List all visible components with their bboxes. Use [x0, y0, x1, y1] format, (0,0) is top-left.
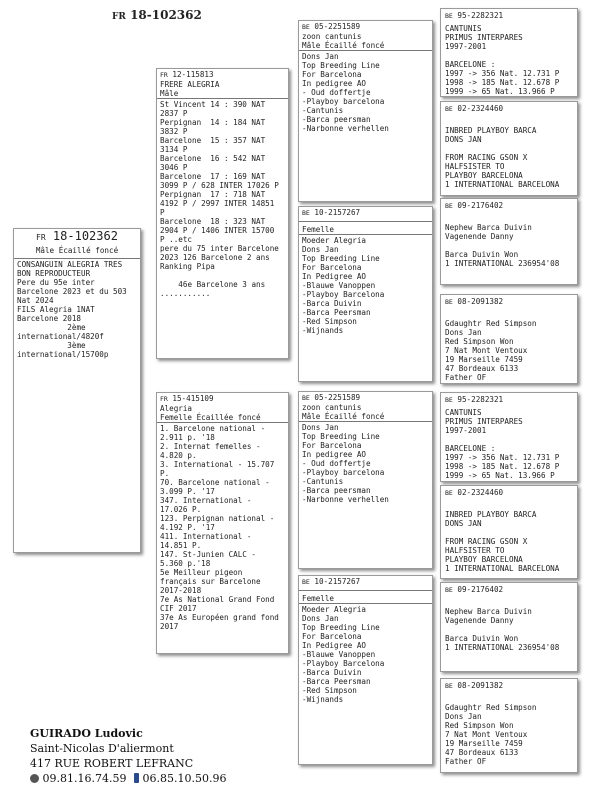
note-line: -Narbonne verhellen — [302, 495, 389, 504]
dam-card: FR 15-415109 Alegria Femelle Écaillée foncé 1. Barcelone national - 2.911 p. '18 2. Internat femelles - 4.820 p. 3. International - 15.707 P. 70. Barcelone national - 3.099 P. '17 347. International - 17.026 P. 123. Perpignan national - 4.192 P. '17 411. International - 14.851 P. 147. St-Junien CALC - 5.360 p.'18 5e Meilleur pigeon français sur Barcelone 2017-2018 7e As National Grand Fond CIF 2017 37e As Européen grand fond 2017 — [156, 392, 289, 654]
note-line: Top Breeding Line — [302, 61, 380, 70]
telephone-icon — [30, 774, 39, 783]
note-line: 14.851 P. — [160, 541, 202, 550]
note-line: -Barca peersman — [302, 115, 371, 124]
note-line: 3. International - 15.707 — [160, 460, 275, 469]
note-line: 147. St-Junien CALC - — [160, 550, 257, 559]
note-line: Gdaughtr Red Simpson — [445, 703, 537, 712]
note-line: Barcelone 2018 — [17, 314, 82, 323]
note-line: 1 INTERNATIONAL 236954'08 — [445, 259, 560, 268]
note-line: 46e Barcelone 3 ans — [160, 280, 266, 289]
title-ring: 18-102362 — [130, 8, 202, 22]
note-line: 3ème — [17, 341, 86, 350]
note-line: DONS JAN — [445, 135, 482, 144]
owner-mobile[interactable]: 06.85.10.50.96 — [142, 772, 227, 785]
note-line — [445, 501, 573, 510]
grandparent-card-4: BE 10-2157267 Femelle Moeder Alegria Dons Jan Top Breeding Line For Barcelona In Pedigree AO -Blauwe Vanoppen -Playboy Barcelona -Barca Duivin -Barca Peersman -Red Simpson -Wijnands — [298, 575, 433, 765]
note-line: Dons Jan — [445, 712, 482, 721]
pedigree-title — [112, 8, 202, 22]
note-line: PLAYBOY BARCELONA — [445, 171, 523, 180]
note-line: -Cantunis — [302, 106, 344, 115]
note-line: Barcelone 16 : 542 NAT — [160, 154, 266, 163]
note-line: -Playboy barcelona — [302, 97, 385, 106]
note-line — [445, 528, 573, 537]
note-line: 70. Barcelone national - — [160, 478, 270, 487]
note-line: -Red Simpson — [302, 686, 357, 695]
note-line: Dons Jan — [302, 52, 339, 61]
note-line: 37e As Européen grand fond — [160, 613, 279, 622]
note-line: Father OF — [445, 757, 487, 766]
note-line: Vagenende Danny — [445, 616, 514, 625]
note-line: Gdaughtr Red Simpson — [445, 319, 537, 328]
note-line: -Wijnands — [302, 326, 344, 335]
sire-card: FR 12-115813 FRERE ALEGRIA Mâle St Vincent 14 : 390 NAT 2837 P Perpignan 14 : 184 NAT 3832 P Barcelone 15 : 357 NAT 3134 P Barcelone 16 : 542 NAT 3046 P Barcelone 17 : 169 NAT 3099 P / 628 INTER 17026 P Perpignan 17 : 718 NAT 4192 P / 2997 INTER 14851 P Barcelone 18 : 323 NAT 2904 P / 1406 INTER 15700 P ..etc pere du 75 inter Barcelone 2023 126 Barcelone 2 ans Ranking Pipa 46e Barcelone 3 ans ........... — [156, 68, 289, 359]
note-line: For Barcelona — [302, 632, 362, 641]
note-line: P ..etc — [160, 235, 193, 244]
note-line — [445, 51, 573, 60]
note-line: For Barcelona — [302, 441, 362, 450]
note-line: 4.820 p. — [160, 451, 197, 460]
great-grandparent-card-1: BE 95-2282321 CANTUNIS PRIMUS INTERPARES 1997-2001 BARCELONE : 1997 -> 356 Nat. 12.731 P 1998 -> 185 Nat. 12.678 P 1999 -> 65 Nat. 13.966 P — [440, 8, 578, 97]
owner-city: Saint-Nicolas D'aliermont — [30, 742, 174, 755]
great-grandparent-card-7: BE 09-2176402 Nephew Barca Duivin Vagenende Danny Barca Duivin Won 1 INTERNATIONAL 236954'08 — [440, 582, 578, 672]
note-line: Vagenende Danny — [445, 232, 514, 241]
note-line — [445, 144, 573, 153]
dam-notes — [157, 423, 288, 632]
owner-info — [30, 726, 226, 786]
note-line: 1997-2001 — [445, 426, 487, 435]
note-line: 7 Nat Mont Ventoux — [445, 730, 528, 739]
note-line: 1997 -> 356 Nat. 12.731 P — [445, 453, 560, 462]
note-line — [445, 435, 573, 444]
note-line: INBRED PLAYBOY BARCA — [445, 126, 537, 135]
note-line: -Narbonne verhellen — [302, 124, 389, 133]
note-line: 1 INTERNATIONAL BARCELONA — [445, 564, 560, 573]
note-line: Barcelone 2023 et du 503 — [17, 287, 127, 296]
note-line: Top Breeding Line — [302, 432, 380, 441]
note-line: 7e As National Grand Fond — [160, 595, 275, 604]
note-line: 1998 -> 185 Nat. 12.678 P — [445, 462, 560, 471]
note-line: 1 INTERNATIONAL 236954'08 — [445, 643, 560, 652]
note-line: -Wijnands — [302, 695, 344, 704]
note-line: FROM RACING GSON X — [445, 153, 528, 162]
note-line: -Blauwe Vanoppen — [302, 281, 376, 290]
note-line: français sur Barcelone — [160, 577, 261, 586]
dam-sex: Femelle Écaillée foncé — [157, 413, 288, 423]
note-line: 1999 -> 65 Nat. 13.966 P — [445, 471, 555, 480]
note-line: BARCELONE : — [445, 444, 496, 453]
note-line: BARCELONE : — [445, 60, 496, 69]
note-line: Dons Jan — [302, 423, 339, 432]
note-line: -Playboy barcelona — [302, 468, 385, 477]
note-line: international/15700p — [17, 350, 109, 359]
note-line: 411. International - — [160, 532, 252, 541]
owner-phone[interactable]: 09.81.16.74.59 — [42, 772, 127, 785]
note-line — [445, 214, 573, 223]
note-line: Dons Jan — [445, 328, 482, 337]
grandparent-card-2: BE 10-2157267 Femelle Moeder Alegria Dons Jan Top Breeding Line For Barcelona In Pedigree AO -Blauwe Vanoppen -Playboy Barcelona -Barca Duivin -Barca Peersman -Red Simpson -Wijnands — [298, 206, 433, 382]
owner-name: GUIRADO Ludovic — [30, 727, 143, 740]
note-line: Red Simpson Won — [445, 721, 514, 730]
owner-address: 417 RUE ROBERT LEFRANC — [30, 757, 194, 770]
grandparent-card-3: BE 05-2251589 zoon cantunis Mâle Écaillé foncé Dons Jan Top Breeding Line For Barcelona In pedigree AO - Oud doffertje -Playboy barcelona -Cantunis -Barca peersman -Narbonne verhellen — [298, 391, 433, 569]
great-grandparent-card-2: BE 02-2324460 INBRED PLAYBOY BARCA DONS JAN FROM RACING GSON X HALFSISTER TO PLAYBOY BARCELONA 1 INTERNATIONAL BARCELONA — [440, 101, 578, 196]
note-line: PRIMUS INTERPARES — [445, 417, 523, 426]
note-line: ........... — [160, 289, 211, 298]
note-line: 1998 -> 185 Nat. 12.678 P — [445, 78, 560, 87]
note-line: CIF 2017 — [160, 604, 197, 613]
note-line: CONSANGUIN ALEGRIA TRES — [17, 260, 123, 269]
note-line: DONS JAN — [445, 519, 482, 528]
great-grandparent-card-4: BE 08-2091382 Gdaughtr Red Simpson Dons Jan Red Simpson Won 7 Nat Mont Ventoux 19 Marseille 7459 47 Bordeaux 6133 Father OF — [440, 294, 578, 384]
note-line: Dons Jan — [302, 245, 339, 254]
note-line: Top Breeding Line — [302, 623, 380, 632]
note-line: Nat 2024 — [17, 296, 54, 305]
note-line: -Barca Peersman — [302, 677, 371, 686]
note-line: 2017 — [160, 622, 179, 631]
note-line: -Barca Peersman — [302, 308, 371, 317]
note-line: - Oud doffertje — [302, 88, 371, 97]
note-line: -Playboy Barcelona — [302, 290, 385, 299]
note-line: 123. Perpignan national - — [160, 514, 275, 523]
note-line: In pedigree AO — [302, 450, 367, 459]
note-line: 2ème — [17, 323, 86, 332]
note-line: For Barcelona — [302, 70, 362, 79]
note-line: Ranking Pipa — [160, 262, 215, 271]
note-line: Nephew Barca Duivin — [445, 607, 532, 616]
note-line — [445, 241, 573, 250]
sire-notes — [157, 99, 288, 299]
note-line: Perpignan 14 : 184 NAT — [160, 118, 266, 127]
grandparent-card-1: BE 05-2251589 zoon cantunis Mâle Écaillé foncé Dons Jan Top Breeding Line For Barcelona In pedigree AO - Oud doffertje -Playboy barcelona -Cantunis -Barca peersman -Narbonne verhellen — [298, 20, 433, 202]
note-line: 3046 P — [160, 163, 188, 172]
note-line: Moeder Alegria — [302, 236, 367, 245]
note-line: P. — [160, 469, 170, 478]
note-line: -Barca Duivin — [302, 299, 362, 308]
note-line: 2. Internat femelles - — [160, 442, 261, 451]
note-line: 1997 -> 356 Nat. 12.731 P — [445, 69, 560, 78]
note-line: BON REPRODUCTEUR — [17, 269, 91, 278]
note-line: pere du 75 inter Barcelone — [160, 244, 279, 253]
note-line: -Blauwe Vanoppen — [302, 650, 376, 659]
note-line: FROM RACING GSON X — [445, 537, 528, 546]
note-line: 1 INTERNATIONAL BARCELONA — [445, 180, 560, 189]
note-line: Perpignan 17 : 718 NAT — [160, 190, 266, 199]
note-line: 19 Marseille 7459 — [445, 739, 523, 748]
note-line: 2023 126 Barcelone 2 ans — [160, 253, 270, 262]
note-line: St Vincent 14 : 390 NAT — [160, 100, 266, 109]
note-line: In Pedigree AO — [302, 272, 367, 281]
note-line: 19 Marseille 7459 — [445, 355, 523, 364]
note-line: 3099 P / 628 INTER 17026 P — [160, 181, 279, 190]
note-line: Nephew Barca Duivin — [445, 223, 532, 232]
note-line: Red Simpson Won — [445, 337, 514, 346]
note-line: 3.099 P. '17 — [160, 487, 215, 496]
note-line: 3134 P — [160, 145, 188, 154]
note-line: -Barca Duivin — [302, 668, 362, 677]
note-line: FILS Alegria 1NAT — [17, 305, 95, 314]
note-line: 3832 P — [160, 127, 188, 136]
note-line: -Cantunis — [302, 477, 344, 486]
note-line: Moeder Alegria — [302, 605, 367, 614]
note-line — [445, 310, 573, 319]
note-line — [445, 625, 573, 634]
owner-phones — [30, 771, 226, 786]
note-line: 4.192 P. '17 — [160, 523, 215, 532]
mobile-phone-icon — [134, 773, 139, 783]
note-line: PLAYBOY BARCELONA — [445, 555, 523, 564]
note-line: Barcelone 15 : 357 NAT — [160, 136, 266, 145]
note-line: 47 Bordeaux 6133 — [445, 748, 519, 757]
note-line: P — [160, 208, 165, 217]
note-line: 2.911 p. '18 — [160, 433, 215, 442]
subject-card — [13, 228, 141, 553]
sire-name: FRERE ALEGRIA — [160, 80, 220, 89]
note-line: - Oud doffertje — [302, 459, 371, 468]
note-line — [160, 271, 285, 280]
note-line: Barca Duivin Won — [445, 634, 519, 643]
note-line: -Playboy Barcelona — [302, 659, 385, 668]
note-line: CANTUNIS — [445, 408, 482, 417]
note-line: Father OF — [445, 373, 487, 382]
note-line: 1997-2001 — [445, 42, 487, 51]
note-line: Top Breeding Line — [302, 254, 380, 263]
note-line: -Red Simpson — [302, 317, 357, 326]
note-line — [445, 117, 573, 126]
note-line — [445, 694, 573, 703]
dam-name: Alegria — [160, 404, 193, 413]
note-line: HALFSISTER TO — [445, 546, 505, 555]
sire-sex: Mâle — [157, 89, 288, 99]
note-line: 347. International - — [160, 496, 252, 505]
great-grandparent-card-8: BE 08-2091382 Gdaughtr Red Simpson Dons Jan Red Simpson Won 7 Nat Mont Ventoux 19 Marseille 7459 47 Bordeaux 6133 Father OF — [440, 678, 578, 773]
note-line: For Barcelona — [302, 263, 362, 272]
subject-notes — [14, 259, 140, 360]
note-line: -Barca peersman — [302, 486, 371, 495]
note-line: In Pedigree AO — [302, 641, 367, 650]
note-line: Barca Duivin Won — [445, 250, 519, 259]
note-line: international/4820f — [17, 332, 104, 341]
note-line: INBRED PLAYBOY BARCA — [445, 510, 537, 519]
note-line: HALFSISTER TO — [445, 162, 505, 171]
note-line: 4192 P / 2997 INTER 14851 — [160, 199, 275, 208]
note-line: PRIMUS INTERPARES — [445, 33, 523, 42]
note-line: Barcelone 17 : 169 NAT — [160, 172, 266, 181]
note-line: 5e Meilleur pigeon — [160, 568, 243, 577]
subject-header: FR 18-102362 — [36, 229, 118, 243]
note-line: 47 Bordeaux 6133 — [445, 364, 519, 373]
note-line: 17.026 P. — [160, 505, 202, 514]
note-line: 1999 -> 65 Nat. 13.966 P — [445, 87, 555, 96]
great-grandparent-card-3: BE 09-2176402 Nephew Barca Duivin Vagenende Danny Barca Duivin Won 1 INTERNATIONAL 236954'08 — [440, 198, 578, 285]
note-line: 7 Nat Mont Ventoux — [445, 346, 528, 355]
great-grandparent-card-5: BE 95-2282321 CANTUNIS PRIMUS INTERPARES 1997-2001 BARCELONE : 1997 -> 356 Nat. 12.731 P 1998 -> 185 Nat. 12.678 P 1999 -> 65 Nat. 13.966 P — [440, 392, 578, 482]
note-line: CANTUNIS — [445, 24, 482, 33]
title-country: FR — [112, 12, 126, 22]
note-line: 2837 P — [160, 109, 188, 118]
note-line — [445, 598, 573, 607]
great-grandparent-card-6: BE 02-2324460 INBRED PLAYBOY BARCA DONS JAN FROM RACING GSON X HALFSISTER TO PLAYBOY BARCELONA 1 INTERNATIONAL BARCELONA — [440, 485, 578, 579]
note-line: 5.360 p.'18 — [160, 559, 211, 568]
note-line: 1. Barcelone national - — [160, 424, 266, 433]
subject-color: Mâle Écaillé foncé — [14, 244, 140, 259]
note-line: 2017-2018 — [160, 586, 202, 595]
note-line: Pere du 95e inter — [17, 278, 95, 287]
note-line: 2904 P / 1406 INTER 15700 — [160, 226, 275, 235]
note-line: Dons Jan — [302, 614, 339, 623]
note-line: Barcelone 18 : 323 NAT — [160, 217, 266, 226]
note-line: In pedigree AO — [302, 79, 367, 88]
